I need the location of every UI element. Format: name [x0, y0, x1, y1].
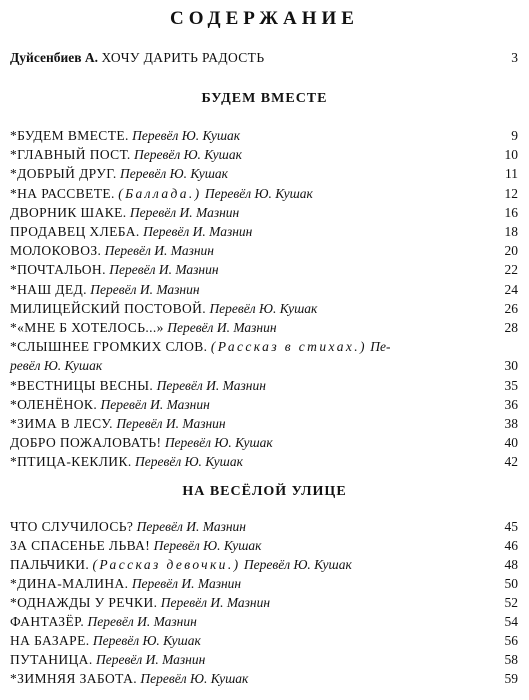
toc-entry — [10, 241, 518, 260]
work-title: *ПТИЦА-КЕКЛИК. — [10, 454, 132, 470]
work-title: МОЛОКОВОЗ. — [10, 243, 102, 259]
entry-text — [10, 650, 205, 669]
toc-entry — [10, 536, 518, 555]
entry-text — [10, 222, 252, 241]
toc-entry — [10, 126, 518, 145]
page-number: 3 — [511, 50, 518, 65]
toc-entry — [10, 669, 518, 688]
entry-text — [10, 337, 391, 356]
toc-entry — [10, 184, 518, 203]
entry-text — [10, 433, 273, 452]
page-number: 35 — [504, 377, 518, 393]
author-name: Дуйсенбиев А. — [10, 50, 99, 65]
section-title: НА ВЕСЁЛОЙ УЛИЦЕ — [182, 484, 347, 499]
translator-credit: Перевёл И. Мазнин — [131, 576, 242, 591]
work-title: ДВОРНИК ШАКЕ. — [10, 204, 127, 220]
work-title: ДОБРО ПОЖАЛОВАТЬ! — [10, 435, 162, 451]
toc-entry — [10, 395, 518, 414]
entry-text — [10, 356, 102, 375]
translator-credit: Перевёл И. Мазнин — [143, 224, 253, 239]
translator-credit: Перевёл И. Мазнин — [95, 652, 206, 667]
entry-text — [10, 395, 210, 414]
intro-entry — [10, 48, 518, 67]
toc-entry — [10, 433, 518, 452]
entry-text — [10, 536, 262, 555]
work-title: ФАНТАЗЁР. — [10, 614, 85, 629]
page-number: 50 — [504, 576, 518, 591]
work-title: *ДОБРЫЙ ДРУГ. — [10, 166, 117, 182]
toc-entry — [10, 280, 518, 299]
page-number: 28 — [504, 320, 518, 335]
work-title: *«МНЕ Б ХОТЕЛОСЬ...» — [10, 320, 164, 335]
work-title: *ОДНАЖДЫ У РЕЧКИ. — [10, 595, 158, 610]
work-title: ЧТО СЛУЧИЛОСЬ? — [10, 519, 134, 534]
work-title: НА БАЗАРЕ. — [10, 633, 90, 648]
entry-text — [10, 593, 270, 612]
entry-text — [10, 241, 214, 260]
translator-credit: Пе- — [370, 339, 391, 355]
toc-entry — [10, 145, 518, 164]
work-title: МИЛИЦЕЙСКИЙ ПОСТОВОЙ. — [10, 300, 207, 316]
entry-text — [10, 260, 219, 279]
entry-text — [10, 631, 201, 650]
translator-credit: Перевёл И. Мазнин — [129, 204, 240, 220]
page-number: 46 — [504, 538, 518, 553]
page-number: 45 — [504, 519, 518, 534]
entry-text — [10, 452, 243, 471]
work-title: ЗА СПАСЕНЬЕ ЛЬВА! — [10, 538, 151, 553]
work-title: ПУТАНИЦА. — [10, 652, 93, 667]
page-number: 38 — [504, 416, 518, 431]
toc-entry — [10, 650, 518, 669]
work-title: ПРОДАВЕЦ ХЛЕБА. — [10, 224, 140, 239]
translator-credit: Перевёл И. Мазнин — [109, 262, 219, 278]
page-number: 42 — [504, 454, 518, 470]
page-number: 40 — [504, 435, 518, 451]
entry-text — [10, 414, 226, 433]
work-title: ПАЛЬЧИКИ. — [10, 557, 90, 572]
toc-entry — [10, 517, 518, 536]
toc-entry — [10, 376, 518, 395]
toc-entry — [10, 203, 518, 222]
translator-credit: Перевёл Ю. Кушак — [164, 435, 273, 451]
work-title: *ПОЧТАЛЬОН. — [10, 262, 106, 278]
toc-entry — [10, 222, 518, 241]
translator-credit: Перевёл Ю. Кушак — [135, 454, 243, 470]
toc-entry — [10, 356, 518, 375]
work-title: *НА РАССВЕТЕ. — [10, 185, 115, 201]
translator-credit: Перевёл Ю. Кушак — [204, 185, 313, 201]
work-title: *НАШ ДЕД. — [10, 281, 87, 297]
entry-text — [10, 203, 239, 222]
entry-text — [10, 555, 352, 574]
page-number: 59 — [504, 671, 518, 686]
entry-text — [10, 280, 200, 299]
translator-credit: Перевёл Ю. Кушак — [140, 671, 249, 686]
work-title: *ГЛАВНЫЙ ПОСТ. — [10, 147, 131, 163]
entry-text — [10, 184, 313, 203]
translator-credit: Перевёл Ю. Кушак — [134, 147, 242, 163]
entry-text — [10, 48, 264, 67]
page-number: 48 — [504, 557, 518, 572]
entry-text — [10, 574, 241, 593]
section-title: БУДЕМ ВМЕСТЕ — [201, 91, 328, 106]
toc-entry — [10, 260, 518, 279]
page-number: 11 — [505, 166, 518, 182]
translator-credit: Перевёл И. Мазнин — [160, 595, 271, 610]
work-subtitle: (Рассказ девочки.) — [92, 557, 241, 572]
entry-text — [10, 669, 248, 688]
page-number: 9 — [511, 128, 518, 143]
work-title: *ЗИМНЯЯ ЗАБОТА. — [10, 671, 138, 686]
translator-credit: Перевёл Ю. Кушак — [209, 300, 318, 316]
work-title: *ВЕСТНИЦЫ ВЕСНЫ. — [10, 377, 154, 393]
page-number: 22 — [504, 262, 518, 278]
toc-entry — [10, 164, 518, 183]
translator-credit: Перевёл Ю. Кушак — [132, 128, 241, 143]
work-subtitle: (Баллада.) — [118, 185, 202, 201]
translator-credit: Перевёл И. Мазнин — [90, 281, 200, 297]
entry-text — [10, 145, 242, 164]
translator-credit: Перевёл И. Мазнин — [104, 243, 214, 259]
work-title: *ДИНА-МАЛИНА. — [10, 576, 129, 591]
translator-credit: Перевёл И. Мазнин — [156, 377, 266, 393]
page-number: 16 — [504, 204, 518, 220]
entry-text — [10, 126, 240, 145]
toc-entry — [10, 299, 518, 318]
translator-credit: Перевёл И. Мазнин — [116, 416, 226, 431]
entry-text — [10, 318, 277, 337]
toc-entry — [10, 612, 518, 631]
page-number: 10 — [504, 147, 518, 163]
page-number: 54 — [504, 614, 518, 629]
page-number: 18 — [504, 224, 518, 239]
toc-entry — [10, 555, 518, 574]
entry-text — [10, 164, 228, 183]
toc-entry — [10, 414, 518, 433]
page-number: 36 — [504, 396, 518, 412]
work-subtitle: (Рассказ в стихах.) — [210, 339, 367, 355]
page-number: 12 — [504, 185, 518, 201]
page-number: 30 — [504, 358, 518, 374]
translator-credit: Перевёл И. Мазнин — [136, 519, 246, 534]
work-title: ХОЧУ ДАРИТЬ РАДОСТЬ — [101, 50, 265, 65]
toc-entry — [10, 318, 518, 337]
work-title: *ОЛЕНЁНОК. — [10, 396, 98, 412]
translator-credit: Перевёл Ю. Кушак — [153, 538, 262, 553]
translator-credit: Перевёл И. Мазнин — [87, 614, 197, 629]
entry-text — [10, 612, 197, 631]
toc-entry — [10, 593, 518, 612]
toc-entry — [10, 631, 518, 650]
work-title: *БУДЕМ ВМЕСТЕ. — [10, 128, 129, 143]
translator-credit: Перевёл И. Мазнин — [100, 396, 210, 412]
work-title: *СЛЫШНЕЕ ГРОМКИХ СЛОВ. — [10, 339, 208, 355]
page-number: 24 — [504, 281, 518, 297]
page-title: СОДЕРЖАНИЕ — [170, 8, 359, 29]
translator-credit: Перевёл И. Мазнин — [167, 320, 277, 335]
page-number: 58 — [504, 652, 518, 667]
translator-credit: Перевёл Ю. Кушак — [120, 166, 228, 182]
entry-text — [10, 376, 266, 395]
page-number: 56 — [504, 633, 518, 648]
toc-entry — [10, 574, 518, 593]
translator-credit: Перевёл Ю. Кушак — [92, 633, 201, 648]
entry-text — [10, 517, 246, 536]
translator-credit: Перевёл Ю. Кушак — [243, 557, 352, 572]
page-number: 52 — [504, 595, 518, 610]
entry-text — [10, 299, 317, 318]
toc-entry — [10, 452, 518, 471]
page-number: 26 — [504, 300, 518, 316]
work-title: *ЗИМА В ЛЕСУ. — [10, 416, 113, 431]
toc-entry — [10, 337, 518, 356]
translator-credit: ревёл Ю. Кушак — [10, 358, 103, 374]
page-number: 20 — [504, 243, 518, 259]
